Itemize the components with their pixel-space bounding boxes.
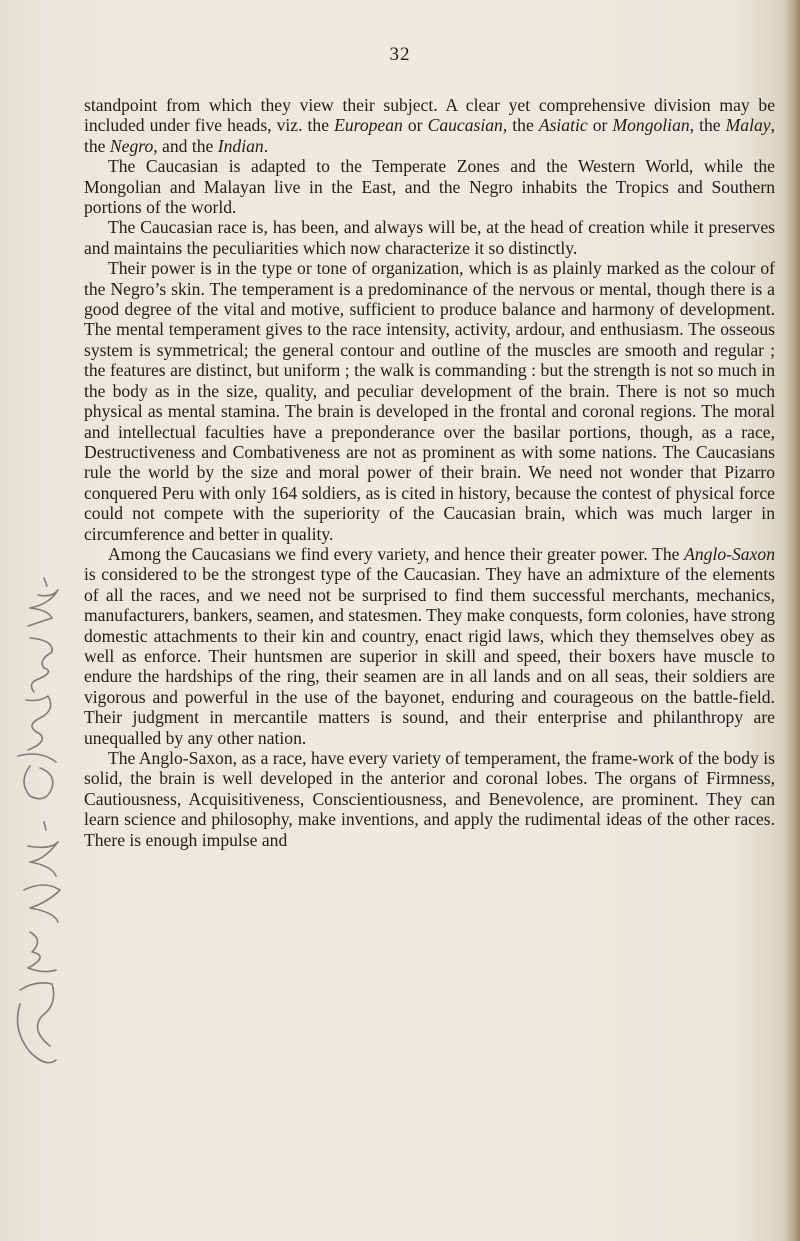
paragraph bbox=[84, 156, 775, 217]
italic-term: Anglo-Saxon bbox=[684, 543, 775, 564]
italic-term: Malay bbox=[725, 115, 771, 136]
italic-term: European bbox=[334, 115, 403, 136]
text-run: , the bbox=[502, 115, 539, 136]
italic-term: Asiatic bbox=[538, 115, 588, 136]
text-run: , the bbox=[84, 115, 776, 156]
text-run: The Anglo-Saxon, as a race, have every variety of temperament, the frame-work of the body is solid, the brain is well developed in the anterior and coronal lobes. The organs of Firmness, Cautiousness, Acquisitiveness, Conscientiousness, and Benevolence, are prominent. They can learn science and philosophy, make inventions, and apply the rudimental ideas of the other races. There is enough impulse and bbox=[84, 748, 775, 850]
text-run: , the bbox=[689, 115, 726, 136]
text-run: , and the bbox=[153, 135, 218, 156]
paragraph bbox=[84, 544, 775, 748]
text-run: . bbox=[263, 135, 269, 156]
italic-term: Caucasian bbox=[427, 115, 503, 136]
text-run: Their power is in the type or tone of organization, which is as plainly marked as the colour of the Negro’s skin. The temperament is a predominance of the nervous or mental, though there is a good degree of the vital and motive, sufficient to produce balance and harmony of development. The mental temperament gives to the race intensity, activity, ardour, and enthusiasm. The osseous system is symmetrical; the general contour and outline of the muscles are smooth and regular ; the features are distinct, but uniform ; the walk is commanding : but the strength is not so much in the body as in the size, quality, and peculiar development of the brain. There is not so much physical as mental stamina. The brain is developed in the frontal and coronal regions. The moral and intellectual faculties have a preponderance over the basilar portions, though, as a race, Destructiveness and Combativeness are not as prominent as with some nations. The Caucasians rule the world by the size and moral power of their brain. We need not wonder that Pizarro conquered Peru with only 164 soldiers, as is cited in history, because the contest of physical force could not compete with the superiority of the Caucasian brain, which was much larger in circumference and better in quality. bbox=[84, 258, 775, 544]
text-run: or bbox=[402, 115, 428, 136]
text-run: The Caucasian is adapted to the Temperate Zones and the Western World, while the Mongolian and Malayan live in the East, and the Negro inhabits the Tropics and Southern portions of the world. bbox=[84, 156, 775, 218]
italic-term: Indian bbox=[217, 135, 264, 156]
paragraph bbox=[84, 95, 775, 156]
text-run: is considered to be the strongest type of the Caucasian. They have an admixture of the elements of all the races, and we need not be surprised to find them successful merchants, mechanics, manufacturers, bankers, seamen, and statesmen. They make conquests, form colonies, have strong domestic attachments to their kin and country, enact rigid laws, which they themselves obey as well as enforce. Their huntsmen are superior in skill and speed, their boxers have muscle to endure the hardships of the ring, their seamen are in all lands and on all seas, their soldiers are vigorous and powerful in the use of the bayonet, enduring and courageous on the battle-field. Their judgment in mercantile matters is sound, and their enterprise and philanthropy are unequalled by any other nation. bbox=[84, 564, 775, 748]
text-run: The Caucasian race is, has been, and always will be, at the head of creation while it preserves and maintains the peculiarities which now characterize it so distinctly. bbox=[84, 217, 775, 258]
paragraph bbox=[84, 258, 775, 544]
page-edge-shadow bbox=[784, 0, 800, 1241]
marginal-pencil-annotation bbox=[0, 560, 84, 1100]
text-run: Among the Caucasians we find every variety, and hence their greater power. The bbox=[108, 543, 685, 564]
italic-term: Mongolian bbox=[612, 115, 690, 136]
paragraph bbox=[84, 217, 775, 258]
body-text bbox=[84, 95, 775, 850]
page-number: 32 bbox=[389, 44, 411, 65]
paragraph bbox=[84, 748, 775, 850]
italic-term: Negro bbox=[109, 135, 154, 156]
text-run: or bbox=[587, 115, 613, 136]
text-run: standpoint from which they view their subject. A clear yet comprehensive division may be included under five heads, viz. the bbox=[84, 95, 775, 136]
